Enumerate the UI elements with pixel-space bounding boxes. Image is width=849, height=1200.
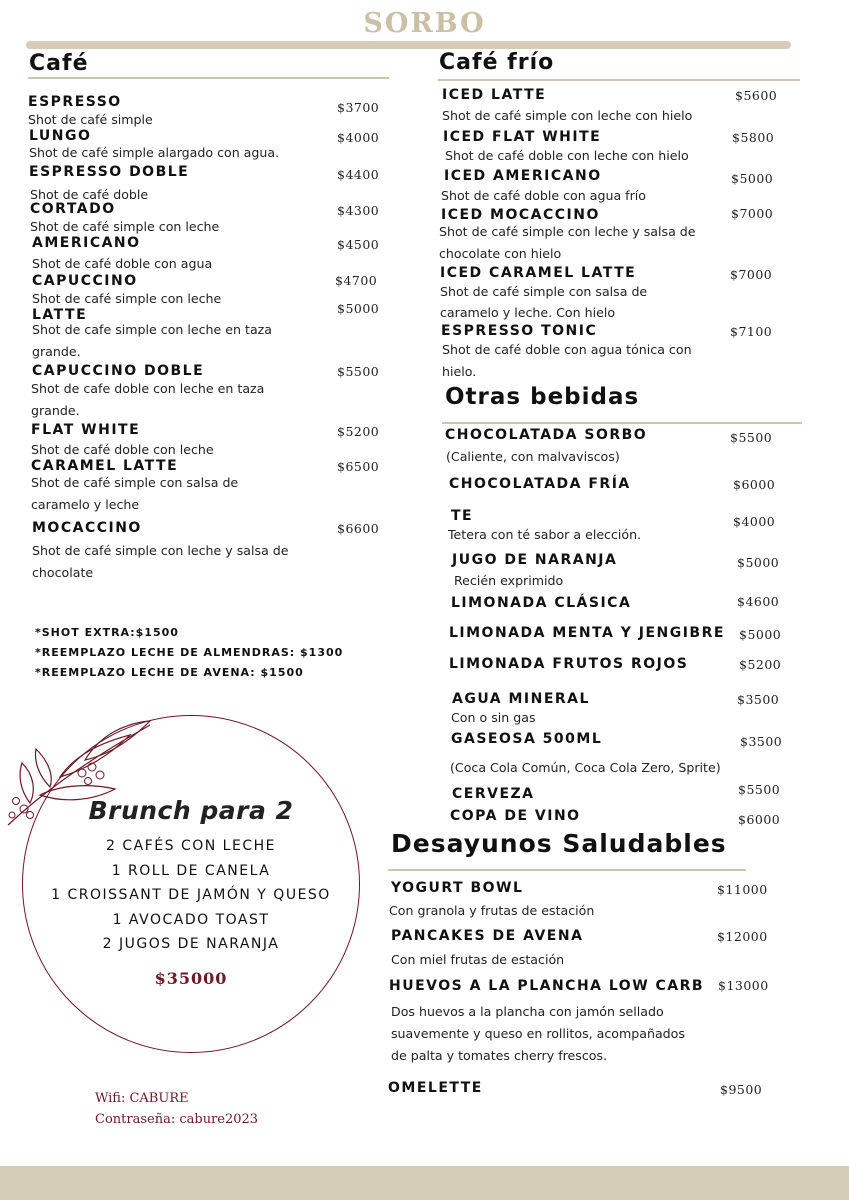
section-rule-cafe-frio [438, 79, 800, 81]
menu-item-name: YOGURT BOWL [391, 880, 524, 896]
menu-item-name: COPA DE VINO [450, 808, 581, 824]
wifi-password: Contraseña: cabure2023 [95, 1112, 259, 1127]
menu-item-name: AGUA MINERAL [452, 691, 590, 707]
menu-item-desc: Shot de café simple con leche con hielo [442, 108, 693, 123]
extra-note: *REEMPLAZO LECHE DE ALMENDRAS: $1300 [35, 646, 344, 659]
menu-item-desc: Shot de cafe simple con leche en taza [32, 322, 273, 337]
menu-item-name: ESPRESSO TONIC [441, 323, 598, 339]
menu-item-desc: hielo. [442, 364, 477, 379]
menu-item-price: $7100 [730, 324, 773, 339]
menu-item-price: $5800 [732, 130, 775, 145]
menu-item-price: $6500 [337, 459, 380, 474]
menu-item-name: CHOCOLATADA FRÍA [449, 476, 631, 492]
menu-item-name: ICED CARAMEL LATTE [440, 265, 637, 281]
menu-item-price: $4000 [733, 514, 776, 529]
menu-item-name: AMERICANO [32, 235, 141, 251]
menu-item-name: CORTADO [30, 201, 116, 217]
menu-item-desc: Tetera con té sabor a elección. [448, 527, 642, 542]
menu-item-price: $5000 [731, 171, 774, 186]
menu-item-desc: Shot de café simple con leche y salsa de [439, 224, 696, 239]
menu-item-price: $9500 [720, 1082, 763, 1097]
menu-item-desc: caramelo y leche. Con hielo [440, 305, 616, 320]
menu-item-desc: Recién exprimido [454, 573, 564, 588]
menu-item-price: $11000 [717, 882, 768, 897]
menu-item-price: $7000 [730, 267, 773, 282]
menu-item-name: GASEOSA 500ML [451, 731, 603, 747]
menu-item-price: $6000 [733, 477, 776, 492]
menu-item-price: $12000 [717, 929, 768, 944]
menu-item-price: $5500 [337, 364, 380, 379]
menu-item-price: $4700 [335, 273, 378, 288]
menu-item-desc: Shot de café doble con agua frío [441, 188, 646, 203]
menu-item-price: $4400 [337, 167, 380, 182]
brunch-item: 1 CROISSANT DE JAMÓN Y QUESO [51, 887, 331, 903]
menu-item-desc: de palta y tomates cherry frescos. [391, 1048, 608, 1063]
section-rule-cafe [28, 77, 389, 79]
menu-item-price: $5500 [738, 782, 781, 797]
menu-item-price: $13000 [718, 978, 769, 993]
menu-item-desc: Shot de café doble con agua tónica con [442, 342, 692, 357]
brunch-item: 1 AVOCADO TOAST [112, 912, 270, 928]
menu-item-price: $6000 [738, 812, 781, 827]
menu-item-desc: Shot de café simple con leche [30, 219, 220, 234]
extra-note: *REEMPLAZO LECHE DE AVENA: $1500 [35, 666, 304, 679]
menu-item-price: $5000 [737, 555, 780, 570]
menu-item-name: CAPUCCINO DOBLE [32, 363, 205, 379]
menu-item-price: $4600 [737, 594, 780, 609]
menu-item-name: CARAMEL LATTE [31, 458, 179, 474]
menu-item-desc: Dos huevos a la plancha con jamón sellado [391, 1004, 664, 1019]
menu-item-desc: Shot de café simple [28, 112, 153, 127]
menu-item-name: MOCACCINO [32, 520, 142, 536]
menu-item-price: $5000 [337, 301, 380, 316]
menu-item-desc: Shot de café simple con salsa de [440, 284, 648, 299]
menu-item-name: FLAT WHITE [31, 422, 141, 438]
menu-item-desc: Con o sin gas [451, 710, 536, 725]
extra-note: *SHOT EXTRA:$1500 [35, 626, 179, 639]
section-title-cafe-frio: Café frío [439, 50, 555, 75]
menu-item-desc: Shot de café doble con leche [31, 442, 214, 457]
brunch-price: $35000 [154, 969, 228, 988]
menu-item-price: $5000 [739, 627, 782, 642]
menu-item-desc: Shot de café simple con leche y salsa de [32, 543, 289, 558]
brunch-item: 1 ROLL DE CANELA [111, 863, 271, 879]
brunch-title: Brunch para 2 [88, 796, 294, 825]
menu-item-desc: caramelo y leche [31, 497, 140, 512]
menu-item-price: $4000 [337, 130, 380, 145]
menu-item-name: PANCAKES DE AVENA [391, 928, 584, 944]
menu-item-name: JUGO DE NARANJA [452, 552, 618, 568]
menu-item-price: $5600 [735, 88, 778, 103]
menu-item-desc: chocolate [32, 565, 94, 580]
menu-item-price: $6600 [337, 521, 380, 536]
top-divider-bar [26, 41, 791, 49]
menu-item-name: ESPRESSO [28, 94, 122, 110]
menu-item-desc: grande. [31, 403, 80, 418]
menu-item-name: CERVEZA [452, 786, 535, 802]
menu-item-name: ICED AMERICANO [444, 168, 602, 184]
menu-item-name: LATTE [32, 307, 88, 323]
menu-item-desc: Shot de café simple alargado con agua. [29, 145, 280, 160]
wifi-network: Wifi: CABURE [95, 1091, 189, 1106]
menu-item-desc: suavemente y queso en rollitos, acompañados [391, 1026, 685, 1041]
menu-item-price: $5500 [730, 430, 773, 445]
menu-item-price: $3700 [337, 100, 380, 115]
menu-item-desc: Shot de cafe doble con leche en taza [31, 381, 265, 396]
menu-item-name: OMELETTE [388, 1080, 483, 1096]
menu-item-price: $5200 [337, 424, 380, 439]
menu-item-name: ICED LATTE [442, 87, 547, 103]
menu-item-name: ICED FLAT WHITE [443, 129, 602, 145]
section-title-desayunos: Desayunos Saludables [391, 829, 727, 858]
menu-item-price: $3500 [740, 734, 783, 749]
bottom-bar [0, 1166, 849, 1200]
menu-item-desc: Shot de café doble con leche con hielo [445, 148, 689, 163]
menu-item-price: $4300 [337, 203, 380, 218]
menu-item-desc: grande. [32, 344, 81, 359]
menu-item-price: $7000 [731, 206, 774, 221]
menu-item-name: ICED MOCACCINO [441, 207, 600, 223]
menu-item-name: CAPUCCINO [32, 273, 138, 289]
menu-item-price: $4500 [337, 237, 380, 252]
menu-item-name: HUEVOS A LA PLANCHA LOW CARB [389, 978, 705, 994]
section-title-otras-bebidas: Otras bebidas [445, 384, 640, 410]
brand-logo: SORBO [363, 8, 486, 39]
menu-item-name: CHOCOLATADA SORBO [445, 427, 648, 443]
brunch-item: 2 CAFÉS CON LECHE [106, 838, 276, 854]
menu-item-desc: chocolate con hielo [439, 246, 562, 261]
menu-item-desc: Shot de café doble con agua [32, 256, 213, 271]
menu-item-price: $5200 [739, 657, 782, 672]
menu-item-desc: Shot de café simple con leche [32, 291, 222, 306]
menu-item-name: TE [451, 508, 474, 524]
menu-item-name: LIMONADA FRUTOS ROJOS [449, 656, 689, 672]
brunch-item: 2 JUGOS DE NARANJA [102, 936, 280, 952]
menu-item-name: LUNGO [29, 128, 92, 144]
menu-item-desc: (Coca Cola Común, Coca Cola Zero, Sprite) [450, 760, 721, 775]
menu-item-name: ESPRESSO DOBLE [29, 164, 190, 180]
menu-item-desc: Shot de café doble [30, 187, 149, 202]
section-title-cafe: Café [29, 51, 89, 76]
menu-item-desc: (Caliente, con malvaviscos) [446, 449, 620, 464]
menu-item-name: LIMONADA CLÁSICA [451, 595, 632, 611]
section-rule-desayunos [388, 869, 746, 871]
menu-item-desc: Con miel frutas de estación [391, 952, 565, 967]
section-rule-otras [442, 422, 802, 424]
menu-item-desc: Shot de café simple con salsa de [31, 475, 239, 490]
menu-item-desc: Con granola y frutas de estación [389, 903, 595, 918]
menu-item-name: LIMONADA MENTA Y JENGIBRE [449, 625, 725, 641]
menu-item-price: $3500 [737, 692, 780, 707]
